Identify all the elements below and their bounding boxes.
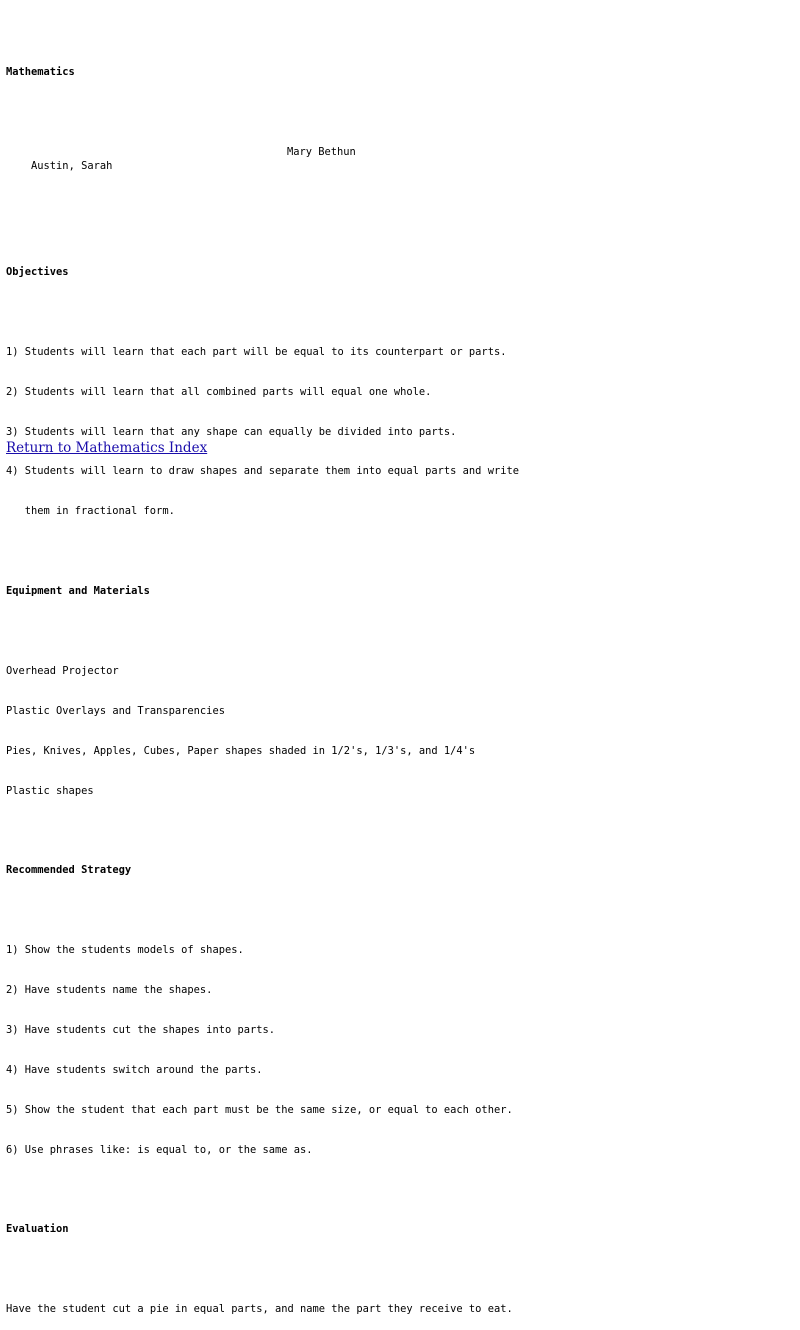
author-left: Austin, Sarah [31, 159, 113, 172]
equipment-item: Plastic shapes [6, 784, 94, 797]
spacer [6, 106, 786, 119]
spacer [6, 306, 786, 319]
evaluation-text: Have the student cut a pie in equal parts, and name the part they receive to eat. [6, 1303, 513, 1316]
spacer [6, 904, 786, 917]
strategy-item: 4) Have students switch around the parts. [6, 1063, 263, 1076]
strategy-item: 5) Show the student that each part must be the same size, or equal to each other. [6, 1103, 513, 1116]
lesson-plan-document [6, 0, 786, 1330]
evaluation-heading: Evaluation [6, 1223, 69, 1236]
spacer [6, 226, 786, 239]
objective-item: 2) Students will learn that all combined parts will equal one whole. [6, 385, 432, 398]
strategy-heading: Recommended Strategy [6, 864, 132, 877]
spacer [6, 625, 786, 638]
spacer [6, 545, 786, 558]
spacer [6, 186, 786, 199]
strategy-item: 6) Use phrases like: is equal to, or the same as. [6, 1143, 313, 1156]
objective-item: 4) Students will learn to draw shapes and separate them into equal parts and write [6, 465, 519, 478]
strategy-item: 2) Have students name the shapes. [6, 983, 213, 996]
return-to-index-link[interactable]: Return to Mathematics Index [6, 440, 208, 456]
strategy-item: 3) Have students cut the shapes into parts. [6, 1023, 275, 1036]
authors-row [6, 146, 786, 172]
author-right: Mary Bethun [287, 146, 356, 159]
objective-item: 3) Students will learn that any shape can equally be divided into parts. [6, 425, 457, 438]
equipment-item: Pies, Knives, Apples, Cubes, Paper shapes shaded in 1/2's, 1/3's, and 1/4's [6, 744, 476, 757]
equipment-item: Plastic Overlays and Transparencies [6, 704, 225, 717]
equipment-heading: Equipment and Materials [6, 585, 150, 598]
objective-item: 1) Students will learn that each part will be equal to its counterpart or parts. [6, 345, 507, 358]
objective-item-continuation: them in fractional form. [24, 505, 175, 518]
spacer [6, 1183, 786, 1196]
objectives-heading: Objectives [6, 265, 69, 278]
spacer [6, 27, 786, 40]
spacer [6, 1263, 786, 1276]
subject-title: Mathematics [6, 66, 75, 79]
spacer [6, 824, 786, 837]
equipment-item: Overhead Projector [6, 664, 119, 677]
strategy-item: 1) Show the students models of shapes. [6, 944, 244, 957]
